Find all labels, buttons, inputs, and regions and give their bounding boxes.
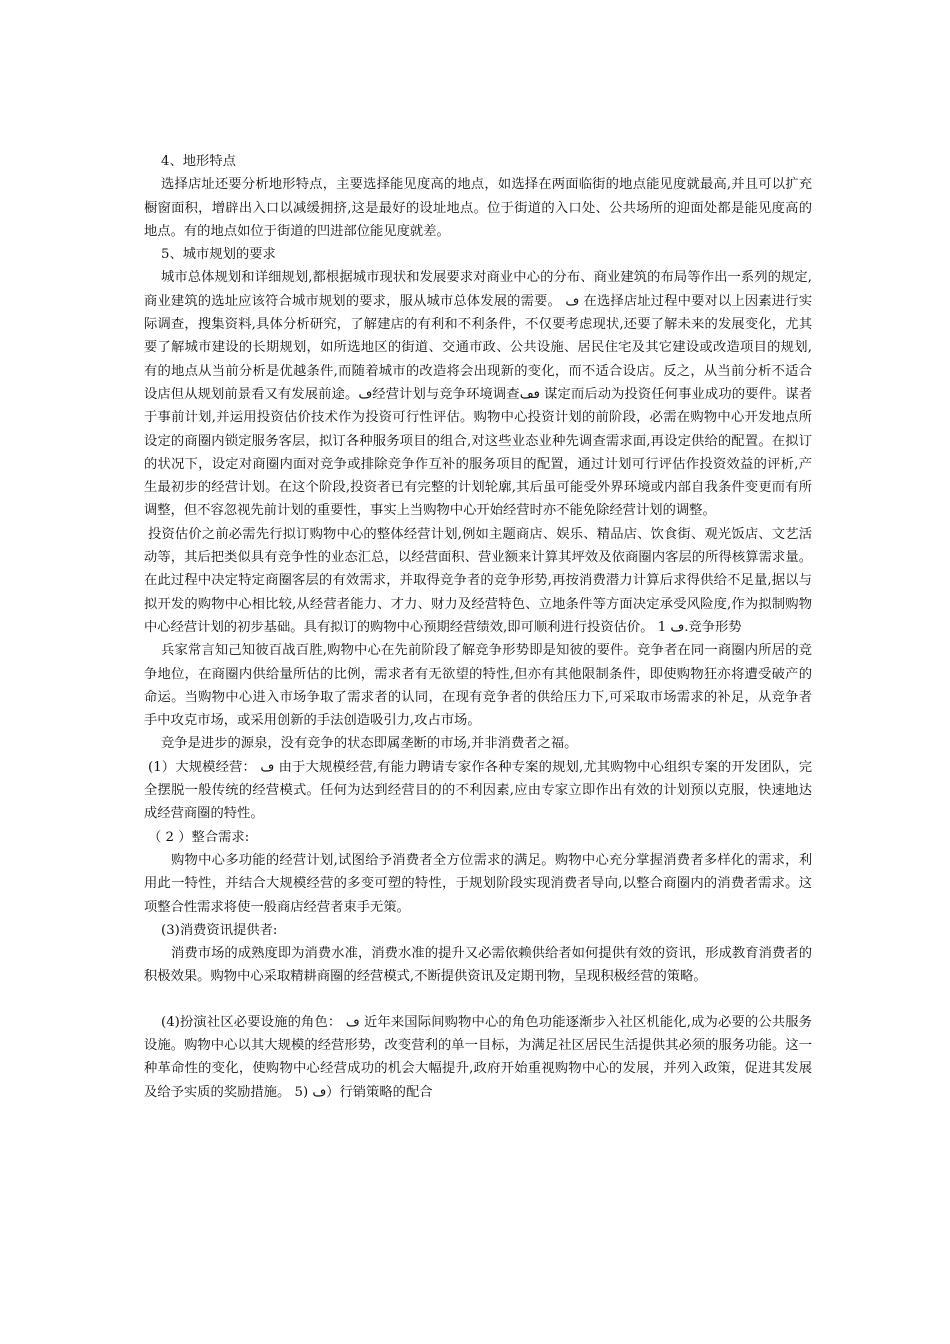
- heading-terrain: 4、地形特点: [161, 154, 236, 169]
- document-body: [144, 150, 812, 1104]
- paragraph-community-role: (4)扮演社区必要设施的角色： ڡ 近年来国际间购物中心的角色功能逐渐步入社区机能化,成为必要的公共服务设施。购物中心以其大规模的经营形势，改变营利的单一目标，为满足社区居民生活提供其必须的服务功能。这一种革命性的变化，使购物中心经营成功的机会大幅提升,政府开始重视购物中心的发展，并列入政策，促进其发展及给予实质的奖励措施。 5) ڡ）行销策略的配合: [144, 1014, 813, 1100]
- paragraph-terrain: 选择店址还要分析地形特点，主要选择能见度高的地点，如选择在两面临街的地点能见度就最高,并且可以扩充橱窗面积，增辟出入口以减缓拥挤,这是最好的设址地点。位于街道的入口处、公共场所的迎面处都是能见度高的地点。有的地点如位于街道的凹进部位能见度就差。: [144, 177, 812, 239]
- paragraph-large-scale: (1）大规模经营： ڡ 由于大规模经营,有能力聘请专家作各种专案的规划,尤其购物中心组织专案的开发团队，完全摆脱一般传统的经营模式。任何为达到经营目的的不利因素,应由专家立即作出有效的计划预以克服，快速地达成经营商圈的特性。: [144, 759, 812, 822]
- paragraph-urban-planning: 城市总体规划和详细规划,都根据城市现状和发展要求对商业中心的分布、商业建筑的布局等作出一系列的规定,商业建筑的选址应该符合城市规划的要求，服从城市总体发展的需要。 ڡ 在选择店址过程中要对以上因素进行实际调查，搜集资料,具体分析研究，了解建店的有利和不利条件，不仅要考虑现状,还要了解未来的发展变化，尤其要了解城市建设的长期规划，如所选地区的街道、交通市政、公共设施、居民住宅及其它建设或改造项目的规划,有的地点从当前分析是优越条件,而随着城市的改造将会出现新的变化，而不适合设店。反之，从当前分析不适合设店但从规划前景看又有发展前途。ڡ经营计划与竞争环境调查ڡڡ 谋定而后动为投资任何事业成功的要件。谋者于事前计划,并运用投资估价技术作为投资可行性评估。购物中心投资计划的前阶段，必需在购物中心开发地点所设定的商圈内锁定服务客层，拟订各种服务项目的组合,对这些业态业种先调查需求面,再设定供给的配置。在拟订的状况下，设定对商圈内面对竞争或排除竞争作互补的服务项目的配置，通过计划可行评估作投资效益的评析,产生最初步的经营计划。在这个阶段,投资者已有完整的计划轮廓,其后虽可能受外界环境或内部自我条件变更而有所调整，但不容忽视先前计划的重要性，事实上当购物中心开始经营时亦不能免除经营计划的调整。: [144, 270, 813, 519]
- paragraph-integrated-demand: 购物中心多功能的经营计划,试图给予消费者全方位需求的满足。购物中心充分掌握消费者多样化的需求，利用此一特性，并结合大规模经营的多变可塑的特性，于规划阶段实现消费者导向,以整合商圈内的消费者需求。这项整合性需求将使一般商店经营者束手无策。: [144, 852, 812, 915]
- blank-line: [144, 989, 812, 1011]
- heading-integrated-demand: （ 2 ）整合需求:: [148, 829, 250, 845]
- paragraph-investment-valuation: 投资估价之前必需先行拟订购物中心的整体经营计划,例如主题商店、娱乐、精品店、饮食街、观光饭店、文艺活动等，其后把类似具有竞争性的业态汇总，以经营面积、营业额来计算其坪效及依商圈内客层的所得核算需求量。在此过程中决定特定商圈客层的有效需求，并取得竞争者的竞争形势,再按消费潜力计算后求得供给不足量,据以与拟开发的购物中心相比较,从经营者能力、才力、财力及经营特色、立地条件等方面决定承受风险度,作为拟制购物中心经营计划的初步基础。具有拟订的购物中心预期经营绩效,即可顺利进行投资估价。 1 ڡ.竞争形势: [144, 526, 812, 635]
- heading-urban-planning: 5、城市规划的要求: [161, 247, 276, 263]
- paragraph-consumer-info: 消费市场的成熟度即为消费水准，消费水准的提升又必需依赖供给者如何提供有效的资讯，形成教育消费者的积极效果。购物中心采取精耕商圈的经营模式,不断提供资讯及定期刊物，呈现积极经营的策略。: [144, 946, 812, 985]
- paragraph-competition-situation: 兵家常言知己知彼百战百胜,购物中心在先前阶段了解竞争形势即是知彼的要件。竞争者在同一商圈内所居的竞争地位，在商圈内供给量所估的比例，需求者有无欲望的特性,但亦有其他限制条件，即使购物狂亦将遭受破产的命运。当购物中心进入市场争取了需求者的认同，在现有竞争者的供给压力下,可采取市场需求的补足，从竞争者手中攻克市场，或采用创新的手法创造吸引力,攻占市场。: [144, 643, 812, 729]
- paragraph-competition-progress: 竞争是进步的源泉，没有竞争的状态即属垄断的市场,并非消费者之福。: [161, 736, 578, 752]
- heading-consumer-info: (3)消费资讯提供者:: [161, 922, 278, 938]
